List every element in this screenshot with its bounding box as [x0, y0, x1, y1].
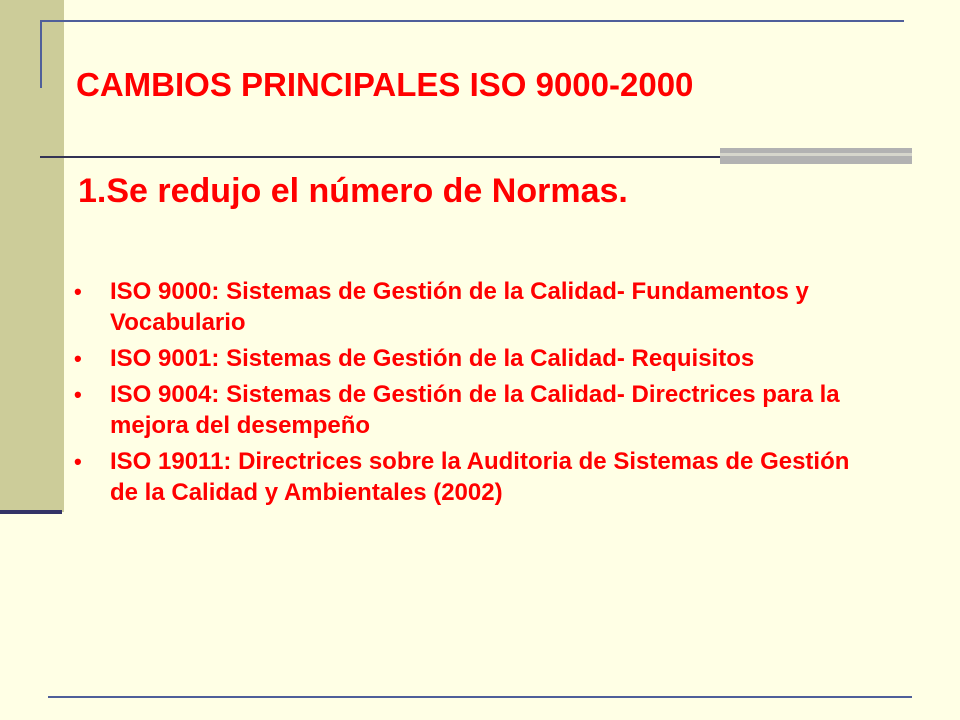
slide-title: CAMBIOS PRINCIPALES ISO 9000-2000	[76, 66, 694, 103]
bullet-text: ISO 19011: Directrices sobre la Auditoria de Sistemas de Gestión de la Calidad y Ambientales (2002)	[110, 448, 850, 506]
bullet-item	[74, 276, 874, 338]
bullet-dot-icon: •	[74, 346, 82, 371]
left-frame-line	[40, 20, 42, 88]
top-frame-line	[40, 20, 904, 22]
left-decorative-band	[0, 0, 64, 512]
bullet-text: ISO 9000: Sistemas de Gestión de la Calidad- Fundamentos y Vocabulario	[110, 278, 809, 336]
bullet-list	[74, 276, 874, 513]
bullet-dot-icon: •	[74, 382, 82, 407]
bullet-text: ISO 9001: Sistemas de Gestión de la Calidad- Requisitos	[110, 345, 755, 372]
title-divider-accent	[720, 148, 912, 164]
slide-subtitle: 1.Se redujo el número de Normas.	[78, 172, 628, 210]
bullet-item	[74, 343, 874, 374]
bottom-frame-line	[48, 696, 912, 698]
left-band-underline	[0, 510, 62, 514]
bullet-dot-icon: •	[74, 279, 82, 304]
bullet-text: ISO 9004: Sistemas de Gestión de la Calidad- Directrices para la mejora del desempeño	[110, 381, 840, 439]
bullet-item	[74, 379, 874, 441]
bullet-dot-icon: •	[74, 449, 82, 474]
bullet-item	[74, 446, 874, 508]
